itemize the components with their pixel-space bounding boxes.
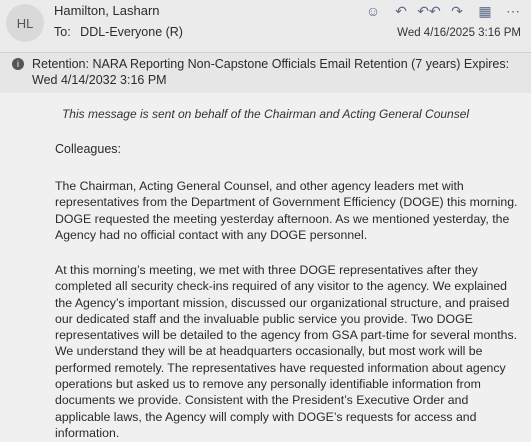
retention-text: Retention: NARA Reporting Non-Capstone Officials Email Retention (7 years) Expires: Wed 4/14/2032 3:16 PM: [32, 57, 510, 87]
body-paragraph: The Chairman, Acting General Counsel, and other agency leaders met with representatives from the Department of Government Efficiency (DOGE) this morning. DOGE requested the meeting yesterday afternoon. As we mentioned yesterday, the Agency had no official contact with any DOGE personnel.: [55, 179, 518, 242]
apps-icon[interactable]: ▦: [478, 2, 492, 19]
message-header: [0, 0, 531, 52]
recipient-name[interactable]: DDL-Everyone (R): [80, 25, 183, 39]
message-body: [0, 93, 531, 442]
sender-name[interactable]: Hamilton, Lasharn: [54, 3, 160, 18]
retention-banner: [0, 52, 531, 94]
avatar[interactable]: HL: [6, 4, 44, 42]
forward-icon[interactable]: ↷: [451, 2, 463, 19]
reply-all-icon[interactable]: ↶↶: [417, 2, 441, 19]
recipient-row: [54, 25, 183, 39]
more-icon[interactable]: ⋯: [506, 2, 520, 19]
sent-date: Wed 4/16/2025 3:16 PM: [397, 27, 521, 39]
message-actions: [361, 2, 525, 20]
salutation: Colleagues:: [55, 142, 122, 156]
body-paragraph: At this morning’s meeting, we met with three DOGE representatives after they completed all security check-ins required of any visitor to the agency. We explained the Agency’s important mission, discussed our organizational structure, and praised our dedicated staff and the invaluable public service you provide. Two DOGE representatives will be detailed to the agency from GSA part-time for several months. We understand they will be at headquarters occasionally, but most work will be performed remotely. The representatives have requested information about agency operations but asked us to remove any personally identifiable information from documents we provide. Consistent with the President’s Executive Order and applicable laws, the Agency will comply with DOGE’s requests for access and information.: [55, 263, 518, 440]
reply-icon[interactable]: ↶: [395, 2, 407, 19]
sent-on-behalf-notice: This message is sent on behalf of the Chairman and Acting General Counsel: [61, 107, 470, 121]
to-label: To:: [54, 25, 71, 39]
info-icon: i: [12, 58, 24, 70]
smiley-icon[interactable]: ☺: [365, 3, 381, 19]
